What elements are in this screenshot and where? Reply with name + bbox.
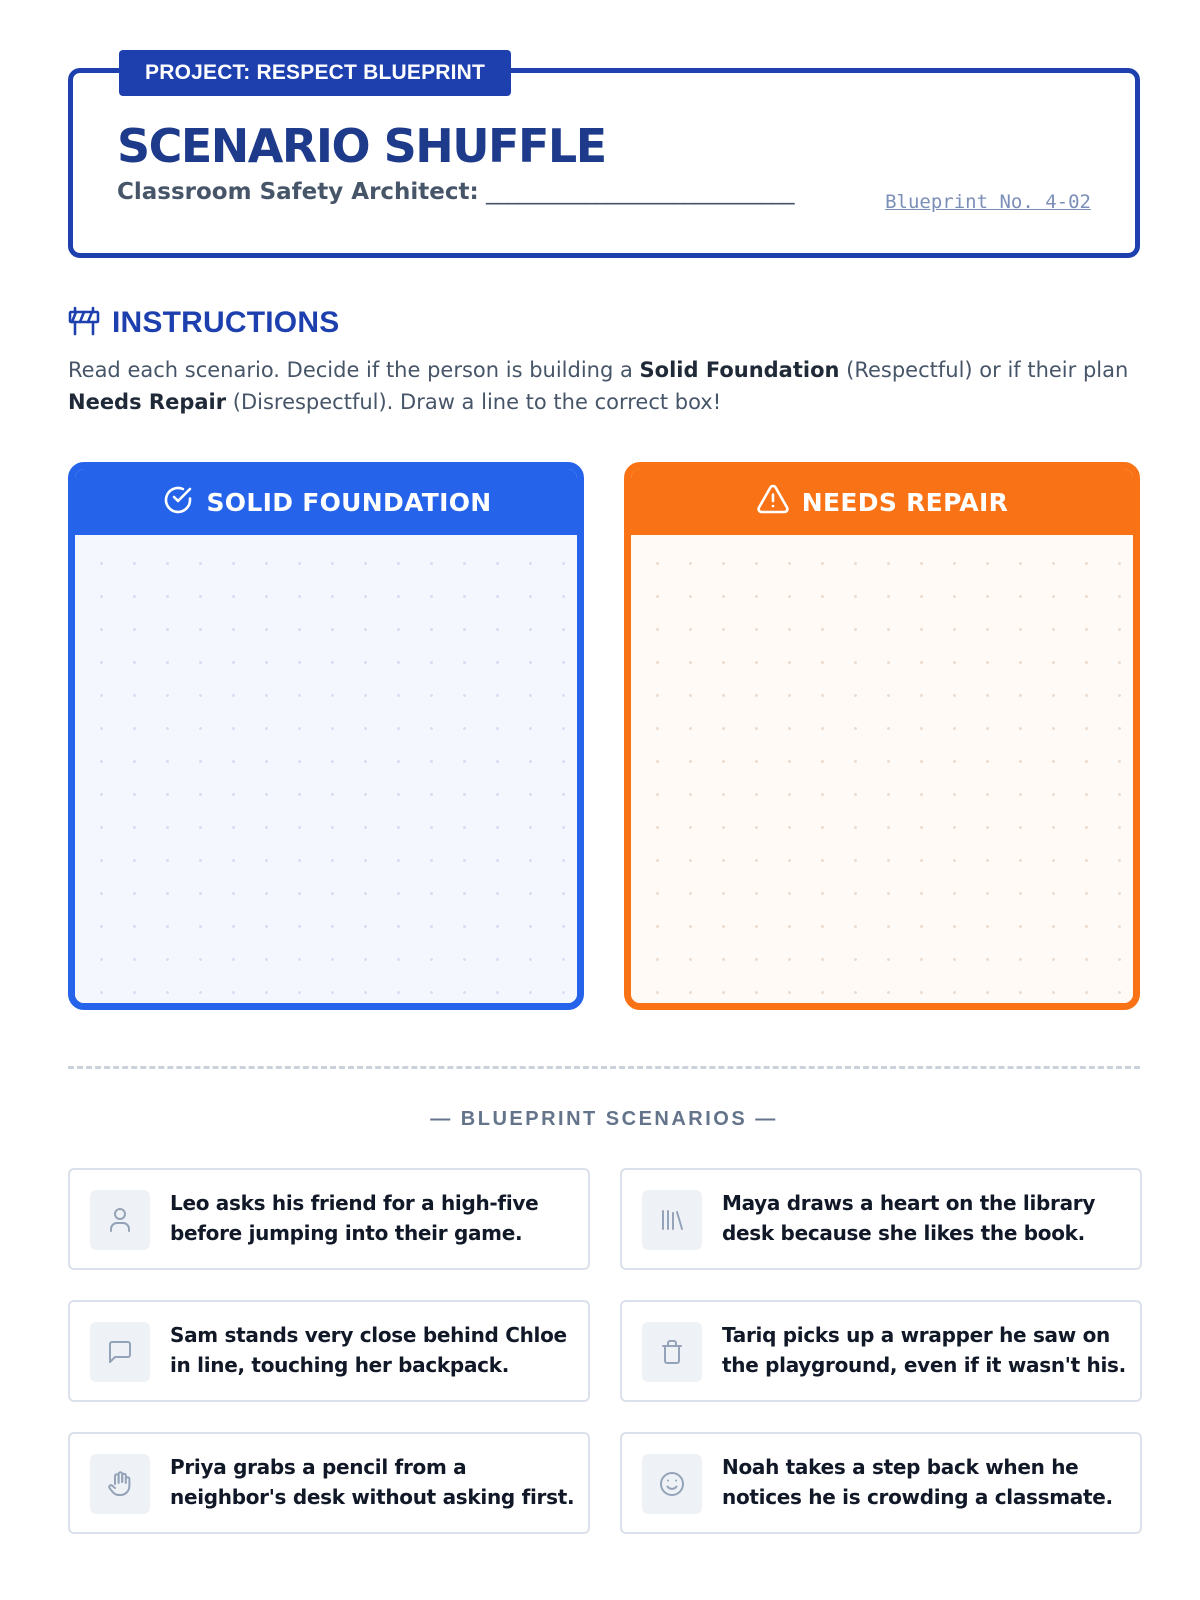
- needs-repair-box[interactable]: [624, 462, 1140, 1010]
- check-circle-icon: [161, 482, 195, 522]
- needs-repair-header: [631, 469, 1133, 535]
- needs-repair-label: NEEDS REPAIR: [801, 487, 1009, 517]
- scenario-card[interactable]: [620, 1432, 1142, 1534]
- page-title: SCENARIO SHUFFLE: [117, 119, 606, 173]
- scenario-card[interactable]: [68, 1432, 590, 1534]
- warning-triangle-icon: [756, 482, 790, 522]
- instructions-title: INSTRUCTIONS: [112, 306, 340, 339]
- scenario-text: Leo asks his friend for a high-five before jumping into their game.: [170, 1191, 539, 1245]
- section-divider: [68, 1066, 1140, 1069]
- instructions-part: Read each scenario. Decide if the person is building a: [68, 358, 640, 382]
- scenario-card[interactable]: [620, 1168, 1142, 1270]
- scenario-text: Noah takes a step back when he notices he is crowding a classmate.: [722, 1455, 1113, 1509]
- person-icon: [90, 1190, 150, 1250]
- trash-can-icon: [642, 1322, 702, 1382]
- hand-icon: [90, 1454, 150, 1514]
- instructions-part: (Disrespectful). Draw a line to the correct box!: [226, 390, 722, 414]
- solid-foundation-label: SOLID FOUNDATION: [206, 487, 492, 517]
- scenario-card[interactable]: [620, 1300, 1142, 1402]
- scenario-card[interactable]: [68, 1168, 590, 1270]
- scenario-text: Maya draws a heart on the library desk because she likes the book.: [722, 1191, 1096, 1245]
- speech-bubble-icon: [90, 1322, 150, 1382]
- scenario-text: Sam stands very close behind Chloe in line, touching her backpack.: [170, 1323, 567, 1377]
- smiley-icon: [642, 1454, 702, 1514]
- scenario-card[interactable]: [68, 1300, 590, 1402]
- scenario-text: Priya grabs a pencil from a neighbor's desk without asking first.: [170, 1455, 575, 1509]
- solid-foundation-drop-area[interactable]: [75, 535, 577, 1003]
- architect-name-line: [117, 179, 794, 205]
- scenario-text: Tariq picks up a wrapper he saw on the playground, even if it wasn't his.: [722, 1323, 1126, 1377]
- instructions-heading: [68, 306, 339, 340]
- scenarios-heading: — BLUEPRINT SCENARIOS —: [430, 1108, 778, 1130]
- header-card: [68, 61, 1140, 258]
- needs-repair-term: Needs Repair: [68, 390, 227, 414]
- instructions-part: (Respectful) or if their plan: [839, 358, 1129, 382]
- solid-foundation-term: Solid Foundation: [639, 358, 840, 382]
- books-icon: [642, 1190, 702, 1250]
- blueprint-number: Blueprint No. 4-02: [885, 191, 1091, 213]
- barrier-icon: [68, 306, 100, 340]
- architect-label: Classroom Safety Architect:: [117, 179, 479, 205]
- solid-foundation-header: [75, 469, 577, 535]
- project-tag: PROJECT: RESPECT BLUEPRINT: [119, 50, 511, 96]
- architect-name-field[interactable]: ____________________________: [486, 179, 795, 205]
- solid-foundation-box[interactable]: [68, 462, 584, 1010]
- needs-repair-drop-area[interactable]: [631, 535, 1133, 1003]
- instructions-text: [68, 354, 1148, 418]
